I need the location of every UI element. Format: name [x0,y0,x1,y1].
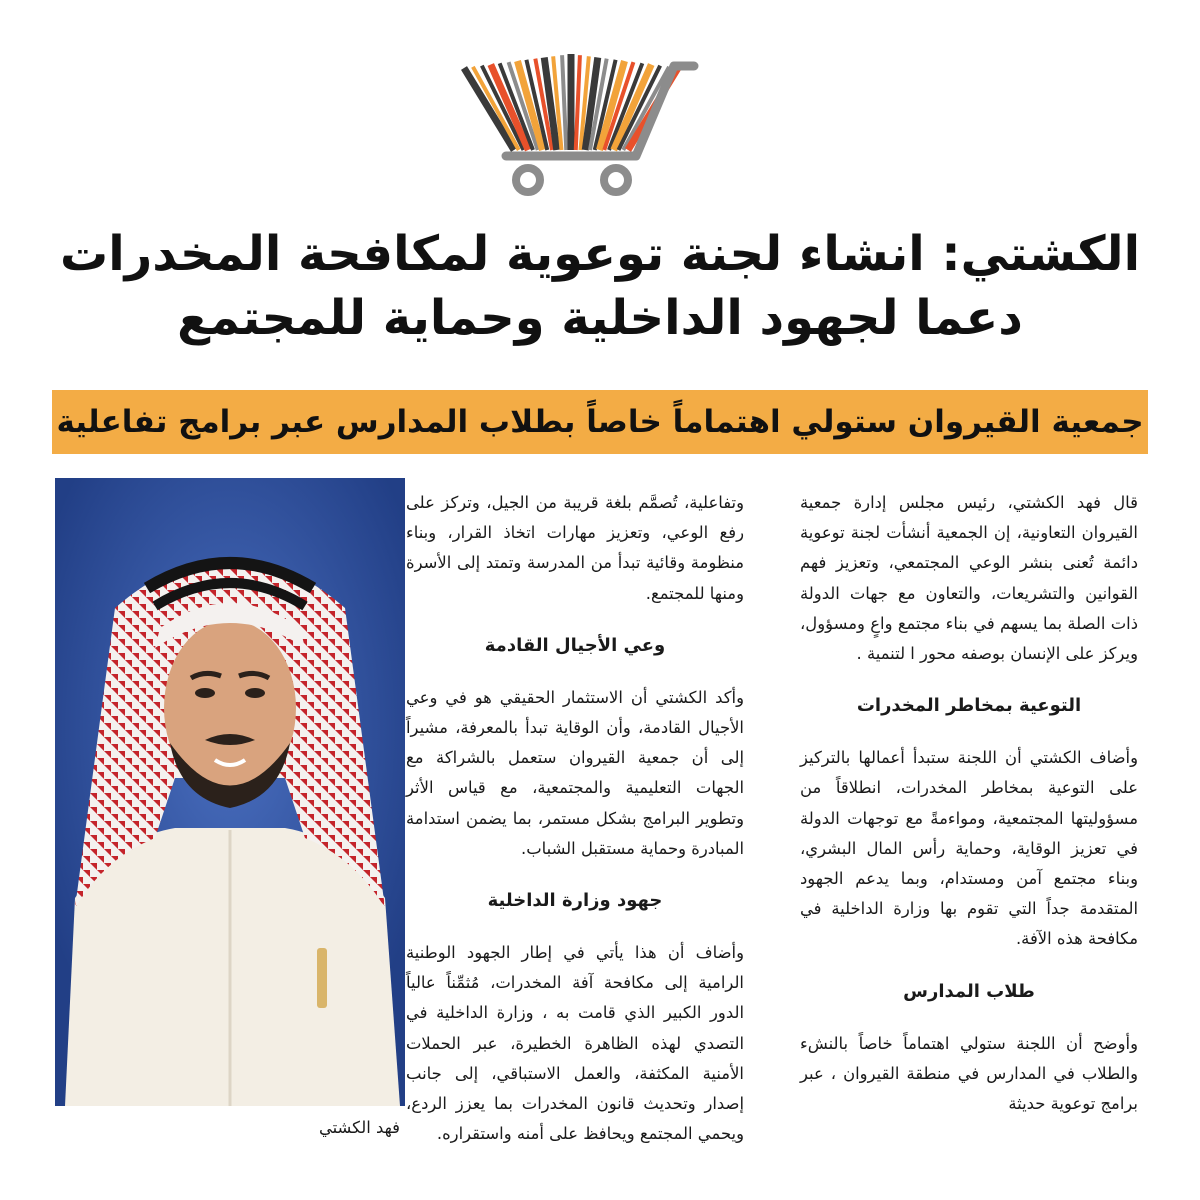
section-heading: طلاب المدارس [903,980,1035,1002]
article-column-middle [406,488,744,1171]
pen-icon [317,948,327,1008]
logo-bar [576,55,580,150]
headline [40,222,1160,350]
logo-bar [562,55,566,150]
section-heading: وعي الأجيال القادمة [484,634,666,656]
cart-wheel-right-icon [604,168,628,192]
subheadline: جمعية القيروان ستولي اهتماماً خاصاً بطلاب المدارس عبر برامج تفاعلية [56,404,1144,440]
photo-caption: فهد الكشتي [318,1118,400,1137]
portrait-illustration [55,478,405,1106]
subheadline-bar [52,390,1148,454]
cart-barcode-logo [436,44,706,204]
article-column-right [800,488,1138,1141]
portrait-photo [55,478,405,1106]
paragraph: وأكد الكشتي أن الاستثمار الحقيقي هو في وعي الأجيال القادمة، وأن الوقاية تبدأ بالمعرفة، مشيراً إلى أن جمعية القيروان ستعمل بالشراكة مع الجهات التعليمية والمجتمعية، مع قياس الأثر وتطوير البرامج بشكل مستمر، بما يضمن استدامة المبادرة وحماية مستقبل الشباب. [406,687,744,858]
section-heading: التوعية بمخاطر المخدرات [856,695,1082,717]
cart-wheel-left-icon [516,168,540,192]
paragraph: وتفاعلية، تُصمَّم بلغة قريبة من الجيل، وتركز على رفع الوعي، وتعزيز مهارات اتخاذ القرار، وبناء منظومة وقائية تبدأ من المدرسة وتمتد إلى الأسرة ومنها للمجتمع. [406,493,744,603]
paragraph: وأوضح أن اللجنة ستولي اهتماماً خاصاً بالنشء والطلاب في المدارس في منطقة القيروان ، عبر برامج توعوية حديثة [800,1033,1138,1114]
paragraph: وأضاف الكشتي أن اللجنة ستبدأ أعمالها بالتركيز على التوعية بمخاطر المخدرات، انطلاقاً من مسؤوليتها المجتمعية، ومواءمةً مع توجهات الدولة في تعزيز الوقاية، وحماية رأس المال البشري، وبناء مجتمع آمن ومستدام، وبما يدعم الجهود المتقدمة جداً التي تقوم بها وزارة الداخلية في مكافحة هذه الآفة. [800,748,1138,949]
paragraph: قال فهد الكشتي، رئيس مجلس إدارة جمعية القيروان التعاونية، إن الجمعية أنشأت لجنة توعوية دائمة تُعنى بنشر الوعي المجتمعي، وتعزيز فهم القوانين والتشريعات، والتعاون مع جهات الدولة ذات الصلة بما يسهم في بناء مجتمع واعٍ ومسؤول، ويركز على الإنسان بوصفه محور ا لتنمية . [800,493,1138,664]
section-heading: جهود وزارة الداخلية [487,890,663,912]
headline-line-1: الكشتي: انشاء لجنة توعوية لمكافحة المخدرات [59,226,1141,282]
paragraph: وأضاف أن هذا يأتي في إطار الجهود الوطنية الرامية إلى مكافحة آفة المخدرات، مُثمِّناً عالياً الدور الكبير الذي قامت به ، وزارة الداخلية في التصدي لهذه الظاهرة الخطيرة، عبر الحملات الأمنية المكثفة، والعمل الاستباقي، إلى جانب إصدار وتحديث قانون المخدرات بما يعزز الردع، ويحمي المجتمع ويحافظ على أمنه واستقراره. [406,943,744,1144]
headline-line-2: دعما لجهود الداخلية وحماية للمجتمع [177,290,1023,346]
